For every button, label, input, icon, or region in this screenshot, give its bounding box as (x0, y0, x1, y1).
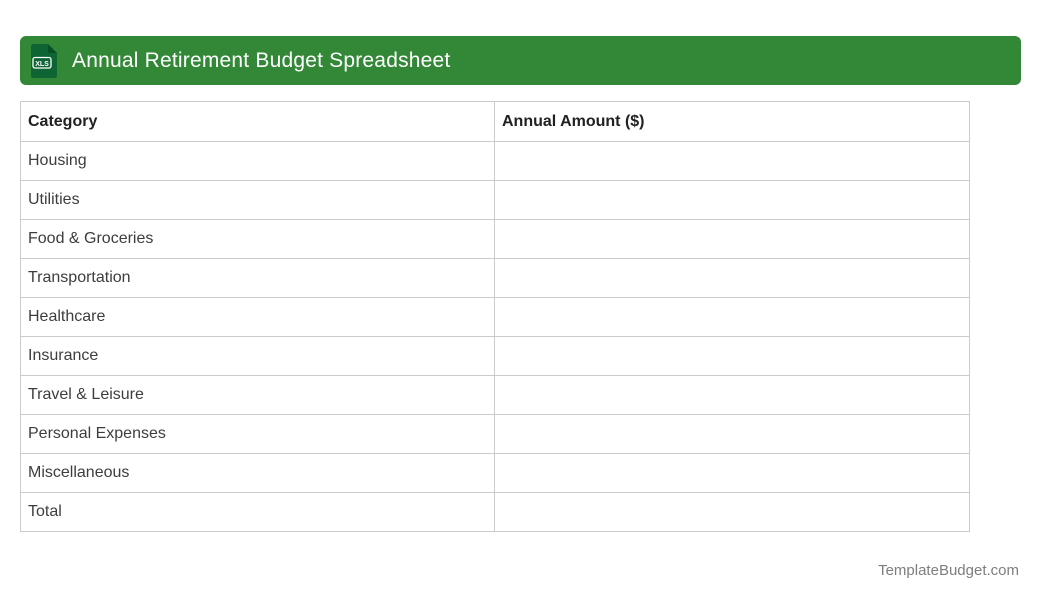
table-row (21, 493, 970, 532)
table-row (21, 337, 970, 376)
amount-cell (495, 259, 970, 298)
table-row (21, 298, 970, 337)
table-row (21, 142, 970, 181)
amount-cell (495, 298, 970, 337)
file-icon-fold (48, 44, 57, 53)
category-cell: Housing (21, 142, 495, 181)
table-row (21, 220, 970, 259)
category-cell: Insurance (21, 337, 495, 376)
amount-cell (495, 337, 970, 376)
amount-cell (495, 415, 970, 454)
amount-cell (495, 454, 970, 493)
amount-cell (495, 181, 970, 220)
budget-table (20, 101, 970, 532)
xls-file-icon (31, 44, 57, 78)
amount-cell (495, 142, 970, 181)
amount-cell (495, 376, 970, 415)
table-row (21, 181, 970, 220)
category-cell: Total (21, 493, 495, 532)
budget-table-head (21, 102, 970, 142)
category-cell: Food & Groceries (21, 220, 495, 259)
title-bar (20, 36, 1021, 85)
table-row (21, 454, 970, 493)
table-row (21, 415, 970, 454)
table-row (21, 259, 970, 298)
page-title: Annual Retirement Budget Spreadsheet (72, 48, 451, 72)
category-cell: Miscellaneous (21, 454, 495, 493)
category-cell: Healthcare (21, 298, 495, 337)
amount-cell (495, 220, 970, 259)
column-header-category: Category (21, 102, 495, 142)
amount-cell (495, 493, 970, 532)
budget-table-body (21, 142, 970, 532)
category-cell: Utilities (21, 181, 495, 220)
site-credit: TemplateBudget.com (878, 562, 1019, 579)
category-cell: Transportation (21, 259, 495, 298)
category-cell: Personal Expenses (21, 415, 495, 454)
category-cell: Travel & Leisure (21, 376, 495, 415)
column-header-amount: Annual Amount ($) (495, 102, 970, 142)
table-row (21, 376, 970, 415)
file-icon-label: XLS (35, 60, 49, 68)
header-row (21, 102, 970, 142)
